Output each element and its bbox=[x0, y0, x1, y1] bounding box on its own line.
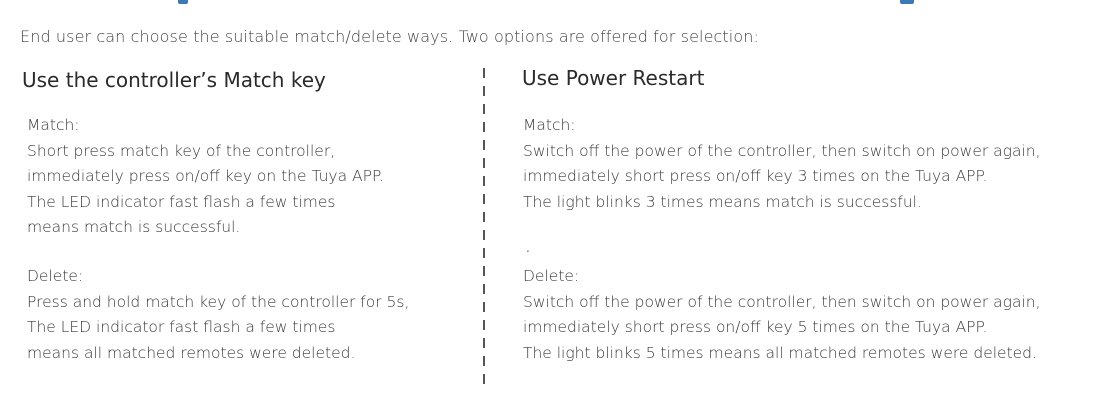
left-delete-line-2: The LED indicator fast flash a few times bbox=[27, 318, 336, 336]
left-delete-section bbox=[27, 264, 409, 366]
right-delete-heading: Delete: bbox=[523, 267, 580, 285]
right-match-section bbox=[523, 113, 1041, 215]
right-match-line-2: immediately short press on/off key 3 times on the Tuya APP. bbox=[523, 167, 988, 185]
left-delete-heading: Delete: bbox=[27, 267, 84, 285]
left-match-line-4: means match is successful. bbox=[27, 218, 241, 236]
stray-mark: . bbox=[526, 241, 530, 255]
heading-fragment-left bbox=[178, 0, 188, 4]
column-divider bbox=[483, 68, 485, 390]
left-match-line-1: Short press match key of the controller, bbox=[27, 141, 336, 160]
left-column-title: Use the controller’s Match key bbox=[22, 68, 326, 92]
right-match-line-3: The light blinks 3 times means match is successful. bbox=[523, 192, 922, 211]
left-match-section bbox=[27, 113, 384, 241]
right-match-heading: Match: bbox=[523, 116, 576, 134]
left-match-line-2: immediately press on/off key on the Tuya APP. bbox=[27, 167, 384, 185]
left-delete-line-1: Press and hold match key of the controller for 5s, bbox=[27, 292, 410, 311]
left-match-line-3: The LED indicator fast flash a few times bbox=[27, 192, 336, 211]
right-delete-section bbox=[523, 264, 1041, 366]
right-delete-line-1: Switch off the power of the controller, then switch on power again, bbox=[523, 292, 1041, 311]
right-match-line-1: Switch off the power of the controller, then switch on power again, bbox=[523, 141, 1041, 160]
heading-fragment-right bbox=[900, 0, 914, 4]
right-column-title: Use Power Restart bbox=[522, 66, 705, 90]
intro-text: End user can choose the suitable match/delete ways. Two options are offered for selection: bbox=[20, 27, 759, 46]
left-match-heading: Match: bbox=[27, 116, 80, 134]
left-delete-line-3: means all matched remotes were deleted. bbox=[27, 343, 356, 362]
right-delete-line-2: immediately short press on/off key 5 times on the Tuya APP. bbox=[523, 318, 988, 336]
top-heading-fragment bbox=[0, 0, 1093, 6]
right-delete-line-3: The light blinks 5 times means all matched remotes were deleted. bbox=[523, 343, 1037, 362]
